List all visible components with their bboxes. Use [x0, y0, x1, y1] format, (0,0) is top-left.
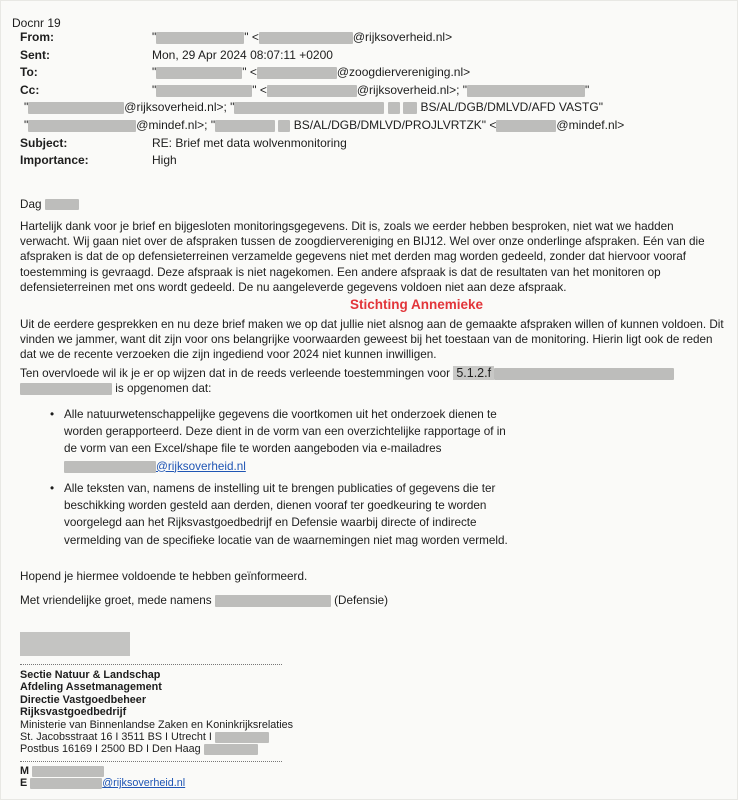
redaction	[259, 32, 353, 44]
redaction	[496, 120, 556, 132]
cc-value-line2: " @rijksoverheid.nl>; " BS/AL/DGB/DMLVD/AFD VASTG"	[24, 100, 603, 115]
redaction	[28, 102, 124, 114]
cc-value-line1: " " < @rijksoverheid.nl>; " "	[152, 82, 590, 97]
importance-label: Importance:	[20, 153, 89, 168]
redaction	[156, 32, 244, 44]
bullet-marker: •	[50, 482, 55, 495]
divider	[20, 761, 282, 762]
greeting: Dag	[20, 197, 726, 212]
watermark: Stichting Annemieke	[350, 297, 484, 312]
contact-block: M E @rijksoverheid.nl	[20, 765, 186, 790]
redaction	[28, 120, 136, 132]
redaction	[30, 778, 102, 789]
redaction	[215, 120, 275, 132]
redaction	[20, 383, 112, 395]
paragraph-3: Ten overvloede wil ik je er op wijzen dat in de reeds verleende toestemmingen voor 5.1.2.f is opgenomen dat:	[20, 366, 726, 396]
redaction	[388, 102, 400, 114]
paragraph-1: Hartelijk dank voor je brief en bijgesloten monitoringsgegevens. Dit is, zoals we eerder hebben besproken, niet wat we hadden verwacht. Wij gaan niet over de afspraken tussen de zoogdiervereniging en BIJ12. Wel over onze onderlinge afspraken. Eén van die afspraken is dat de op defensieterreinen verzamelde gegevens niet met derden mag worden gedeeld, zonder dat hiervoor vooraf toestemming is gevraagd. Deze afspraak is niet nagekomen. Een andere afspraak is dat de resultaten van het monitoren op defensieterreinen met ons wordt gedeeld. De nu aangeleverde gegevens voldoen niet aan deze afspraak.	[20, 220, 705, 294]
redaction	[267, 85, 357, 97]
redaction	[467, 85, 585, 97]
redaction	[215, 732, 269, 743]
sent-label: Sent:	[20, 47, 50, 62]
redaction	[257, 67, 337, 79]
redaction	[215, 595, 331, 607]
closing-1: Hopend je hiermee voldoende te hebben geïnformeerd.	[20, 570, 308, 583]
cc-label: Cc:	[20, 82, 40, 97]
redaction	[278, 120, 290, 132]
redaction	[403, 102, 417, 114]
divider	[20, 664, 282, 665]
bullet-2: • Alle teksten van, namens de instelling uit te brengen publicaties of gegevens die ter beschikking worden gesteld aan derden, dienen vooraf ter goedkeuring te worden voorgelegd aan het Rijksvastgoedbedrijf en Defensie waarbij directe of indirecte vermelding van de specifieke locatie van de waarnemingen niet mag worden vermeld.	[50, 482, 508, 547]
redaction	[204, 744, 258, 755]
redaction	[156, 85, 252, 97]
from-label: From:	[20, 30, 54, 44]
importance-value: High	[152, 153, 177, 168]
subject-value: RE: Brief met data wolvenmonitoring	[152, 135, 347, 150]
redaction	[494, 368, 674, 380]
closing-2: Met vriendelijke groet, mede namens (Defensie)	[20, 594, 389, 607]
redaction-code: 5.1.2.f	[453, 366, 494, 380]
to-value: " " < @zoogdiervereniging.nl>	[152, 65, 471, 80]
bullet-1: • Alle natuurwetenschappelijke gegevens die voortkomen uit het onderzoek dienen te worden gerapporteerd. Deze dient in de vorm van een overzichtelijke rapportage of in de vorm van een Excel/shape file te worden aangeboden via e-mailadres @rijksoverheid.nl	[50, 408, 506, 473]
subject-label: Subject:	[20, 135, 68, 150]
doc-number: Docnr 19	[12, 16, 61, 30]
signature-block: Sectie Natuur & Landschap Afdeling Assetmanagement Directie Vastgoedbeheer Rijksvastgoedbedrijf Ministerie van Binnenlandse Zaken en Koninkrijksrelaties St. Jacobsstraat 16 I 3511 BS I Utrecht I Postbus 16169 I 2500 BD I Den Haag	[20, 669, 294, 756]
redaction	[45, 199, 79, 210]
redaction	[234, 102, 384, 114]
redaction	[156, 67, 242, 79]
email-link[interactable]: @rijksoverheid.nl	[156, 459, 246, 473]
bullet-marker: •	[50, 408, 55, 421]
redaction	[32, 766, 104, 777]
sent-value: Mon, 29 Apr 2024 08:07:11 +0200	[152, 47, 333, 62]
from-value: " " < @rijksoverheid.nl>	[152, 30, 453, 44]
redaction	[64, 461, 156, 473]
redacted-name	[20, 632, 130, 656]
cc-value-line3: " @mindef.nl>; " BS/AL/DGB/DMLVD/PROJLVRTZK" < @mindef.nl>	[24, 117, 625, 132]
paragraph-2: Uit de eerdere gesprekken en nu deze brief maken we op dat jullie niet alsnog aan de gemaakte afspraken willen of kunnen voldoen. Dit vinden we jammer, want dit zijn voor ons belangrijke voorwaarden geweest bij het toestaan van de monitoring. Hierin ligt ook de reden dat we de recente verzoeken die zijn ingediend voor 2024 niet kunnen inwilligen.	[20, 318, 724, 362]
to-label: To:	[20, 65, 38, 80]
email-link[interactable]: @rijksoverheid.nl	[102, 777, 186, 790]
